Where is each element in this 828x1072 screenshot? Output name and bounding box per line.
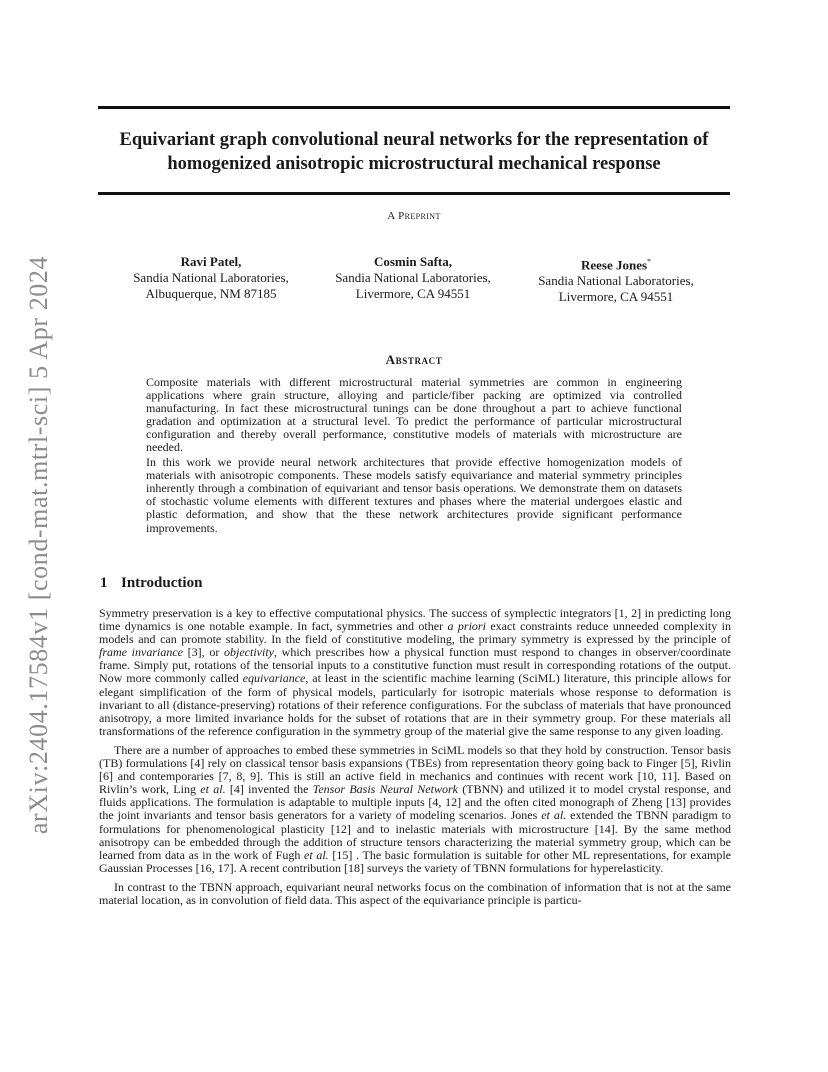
author-2 (313, 254, 513, 302)
body-paragraph (99, 881, 731, 907)
abstract-text (146, 376, 682, 535)
text-run: , which prescribes how a physical function must respond to changes in observer/coordinate frame. Simply put, rotations of the tensorial inputs to a constitutive function must result in corresponding rotations of the output. Now more commonly called (99, 645, 731, 686)
emphasis-text: equivariance (242, 671, 306, 686)
emphasis-text: objectivity (224, 645, 274, 660)
body-text (99, 607, 731, 907)
author-affiliation: Sandia National Laboratories, (335, 270, 491, 285)
text-run: , at least in the scientific machine learning (SciML) literature, this principle allows for elegant simplification of the form of physical models, particularly for isotropic materials whose response to deformation is invariant to all (distance-preserving) rotations of their reference configurations. For the subclass of materials that have pronounced anisotropy, a more limited invariance holds for the subset of rotations that are in their symmetry group. For these materials all transformations of the reference configuration in the symmetry group of the material give the same response to any given loading. (99, 671, 732, 738)
section-title: Introduction (121, 575, 203, 591)
body-paragraph (99, 744, 731, 875)
emphasis-text: Tensor Basis Neural Network (312, 782, 458, 797)
author-address: Livermore, CA 94551 (355, 286, 471, 301)
title-line-1: Equivariant graph convolutional neural networks for the representation of (119, 130, 709, 150)
abstract-heading: Abstract (385, 352, 443, 367)
text-run: exact constraints reduce unneeded complexity in models and can promote stability. In the field of constitutive modeling, the primary symmetry is expressed by the principle of (99, 619, 732, 647)
text-run: [15] . The basic formulation is suitable for other ML representations, for example Gaussian Processes [16, 17]. A recent contribution [18] surveys the variety of TBNN formulations for hyperelasticity. (99, 847, 731, 875)
text-run: (TBNN) and utilized it to model crystal response, and fluids applications. The formulation is adaptable to multiple inputs [4, 12] and the often cited monograph of Zheng [13] provides the joint invariants and tensor basis generators for a variety of modeling scenarios. Jones (99, 782, 731, 823)
emphasis-text: et al. (200, 782, 226, 797)
section-number: 1 (100, 575, 108, 591)
text-run: [3], or (183, 645, 225, 660)
preprint-label: A Preprint (387, 210, 441, 222)
text-run: Symmetry preservation is a key to effective computational physics. The success of symplectic integrators [1, 2] in predicting long time dynamics is one notable example. In fact, symmetries and other (99, 606, 731, 634)
author-affiliation: Sandia National Laboratories, (538, 273, 694, 289)
author-3 (516, 254, 716, 305)
abstract-paragraph: Composite materials with different microstructural material symmetries are common in engineering applications where grain structure, alloying and particle/fiber packing are optimized via controlled manufacturing. In fact these microstructural tunings can be done throughout a part to achieve functional gradation and optimization at a structural level. To predict the performance of particular microstructural configuration and thereby overall performance, constitutive models of materials with microstructure are needed. (146, 375, 682, 455)
title-line-2: homogenized anisotropic microstructural mechanical response (167, 154, 661, 174)
arxiv-identifier: arXiv:2404.17584v1 [cond-mat.mtrl-sci] 5 Apr 2024 (24, 255, 53, 835)
emphasis-text: a priori (447, 619, 486, 634)
text-run: There are a number of approaches to embed these symmetries in SciML models so that they hold by construction. Tensor basis (TB) formulations [4] rely on classical tensor basis expansions (TBEs) from representation theory going back to Finger [5], Rivlin [6] and contemporaries [7, 8, 9]. This is still an active field in mechanics and continues with recent work [10, 11]. Based on Rivlin’s work, Ling (99, 742, 731, 797)
author-name: Reese Jones (580, 257, 648, 273)
section-heading (100, 575, 202, 592)
author-address: Livermore, CA 94551 (558, 289, 674, 305)
abstract-paragraph: In this work we provide neural network architectures that provide effective homogenization models of materials with anisotropic components. These models satisfy equivariance and material symmetry principles inherently through a combination of equivariant and tensor basis operations. We demonstrate them on datasets of stochastic volume elements with different textures and phases where the material undergoes elastic and plastic deformation, and show that the these network architectures provide significant performance improvements. (146, 455, 682, 535)
author-name: Cosmin Safta, (373, 254, 452, 269)
emphasis-text: et al. (541, 808, 567, 823)
title-rule-top (98, 106, 730, 109)
title-rule-bottom (98, 192, 730, 195)
author-address: Albuquerque, NM 87185 (145, 286, 277, 301)
paper-title (98, 128, 730, 176)
emphasis-text: et al. (304, 847, 329, 862)
emphasis-text: frame invariance (99, 645, 183, 660)
author-name-line (516, 254, 716, 273)
author-name: Ravi Patel, (180, 254, 242, 269)
text-run: In contrast to the TBNN approach, equivariant neural networks focus on the combination of information that is not at the same material location, as in convolution of field data. This aspect of the equivariance principle is particu- (99, 879, 731, 907)
text-run: extended the TBNN paradigm to formulations for phenomenological plasticity [12] and to inelastic materials with microstructure [14]. By the same method anisotropy can be embedded through the addition of structure tensors characterizing the material symmetry group, which can be learned from data as in the work of Fugh (99, 808, 732, 862)
body-paragraph (99, 607, 731, 738)
author-1 (111, 254, 311, 302)
text-run: [4] invented the (225, 782, 313, 797)
arxiv-stamp (19, 245, 59, 845)
author-affiliation: Sandia National Laboratories, (133, 270, 289, 285)
corresponding-author-mark: * (647, 257, 652, 266)
